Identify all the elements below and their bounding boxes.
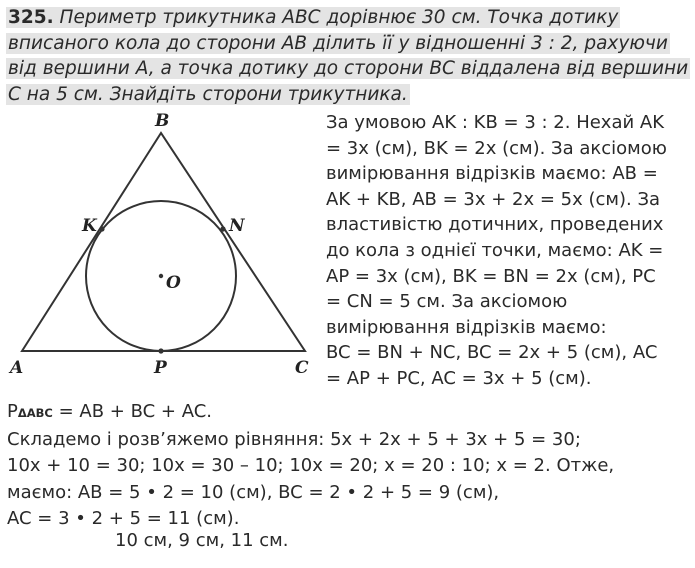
solution-line: = 3x (см), BK = 2x (см). За аксіомою	[326, 137, 667, 159]
point-o	[159, 274, 163, 278]
label-b: B	[155, 111, 170, 131]
problem-number: 325.	[8, 7, 54, 28]
solution-line: вимірювання відрізків маємо: AB =	[326, 163, 658, 185]
problem-line-1: Периметр трикутника ABC дорівнює 30 см. Точка дотику	[59, 7, 619, 28]
solution-line: 10x + 10 = 30; 10x = 30 – 10; 10x = 20; x = 20 : 10; x = 2. Отже,	[7, 455, 615, 476]
solution-line: Складемо і розв’яжемо рівняння: 5x + 2x + 5 + 3x + 5 = 30;	[7, 428, 581, 450]
problem-statement	[6, 5, 690, 107]
problem-line-4: C на 5 см. Знайдіть сторони трикутника.	[8, 83, 408, 105]
label-c: C	[295, 358, 309, 378]
solution-line: властивістю дотичних, проведених	[326, 214, 664, 236]
perimeter-subscript: ΔABC	[17, 406, 53, 420]
solution-line: AP = 3x (см), BK = BN = 2x (см), PC	[326, 265, 656, 287]
solution-line: вимірювання відрізків маємо:	[326, 316, 607, 338]
perimeter-symbol: P	[7, 401, 18, 422]
solution-line: = CN = 5 см. За аксіомою	[326, 291, 568, 313]
solution-line: = AP + PC, AC = 3x + 5 (см).	[326, 367, 592, 389]
label-k: K	[82, 216, 97, 236]
point-k	[99, 226, 104, 231]
solution-line: BC = BN + NC, BC = 2x + 5 (см), AC	[326, 342, 658, 364]
triangle-figure	[0, 108, 325, 383]
solution-full-width	[7, 399, 691, 533]
label-p: P	[154, 358, 167, 378]
label-a: A	[10, 358, 24, 378]
point-n	[220, 226, 225, 231]
perimeter-line	[7, 399, 691, 427]
problem-line-2: вписаного кола до сторони AB ділить її у відношенні 3 : 2, рахуючи	[8, 32, 668, 54]
perimeter-formula: = AB + BC + AC.	[52, 401, 213, 422]
solution-right-column	[326, 110, 688, 392]
label-n: N	[229, 216, 245, 236]
solution-line: AK + KB, AB = 3x + 2x = 5x (см). За	[326, 188, 661, 210]
problem-line-3: від вершини A, а точка дотику до сторони BC віддалена від вершини	[8, 58, 689, 79]
solution-line: За умовою AK : KB = 3 : 2. Нехай AK	[326, 112, 665, 133]
triangle-abc	[22, 133, 305, 351]
label-o: O	[166, 273, 181, 293]
solution-line: AC = 3 • 2 + 5 = 11 (см).	[7, 508, 240, 529]
point-p	[158, 348, 163, 353]
solution-line: маємо: AB = 5 • 2 = 10 (см), BC = 2 • 2 + 5 = 9 (см),	[7, 481, 500, 503]
solution-line: до кола з однієї точки, маємо: AK =	[326, 239, 664, 261]
answer: 10 см, 9 см, 11 см.	[115, 530, 289, 551]
